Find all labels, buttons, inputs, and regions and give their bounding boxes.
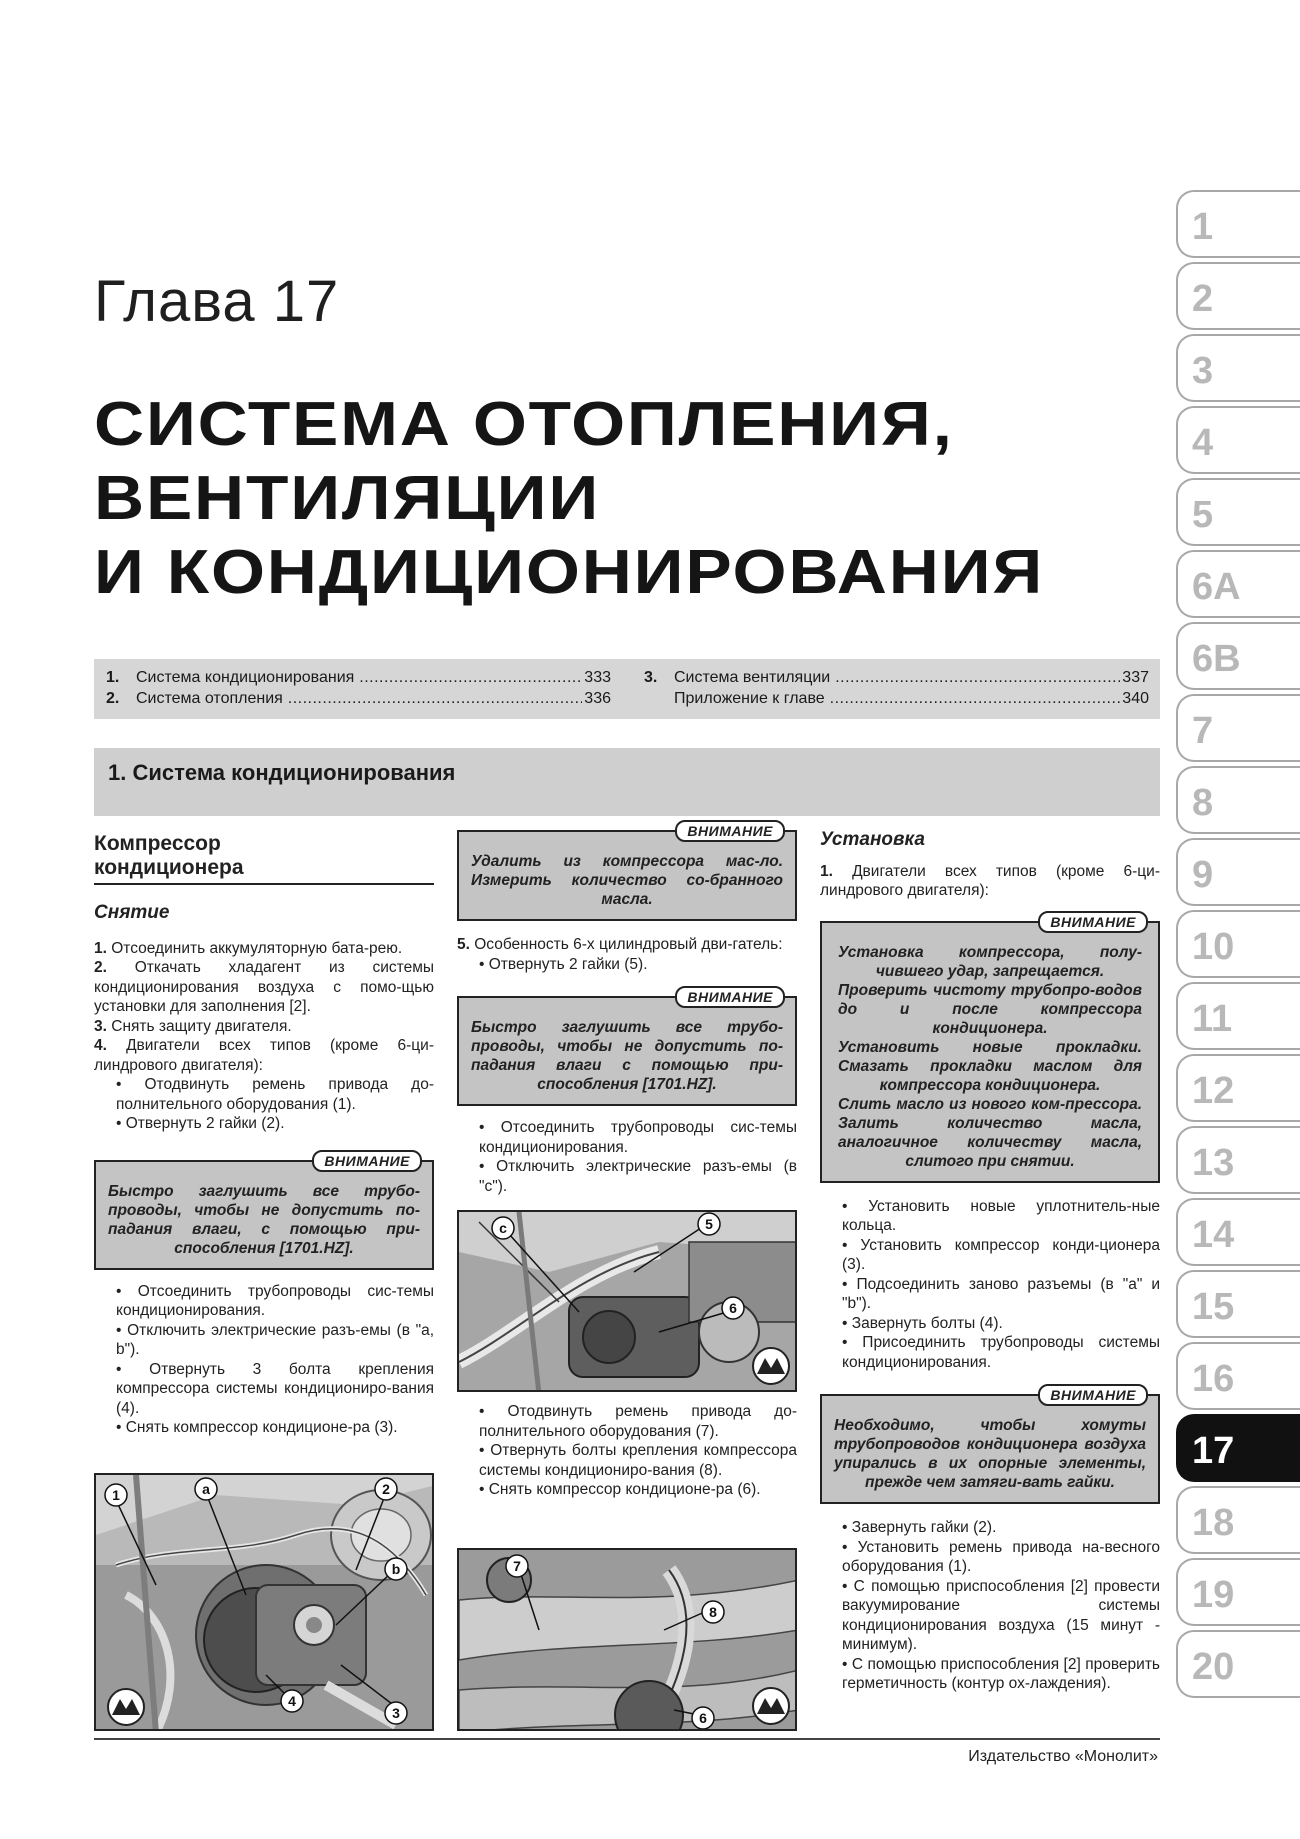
tab-chapter-12[interactable]: 12 <box>1176 1054 1300 1122</box>
figure-label: 1 <box>112 1487 120 1503</box>
step: 4. Двигатели всех типов (кроме 6-ци-линдрового двигателя): <box>94 1037 435 1074</box>
footer-divider <box>94 1738 1160 1740</box>
bullet: • Отсоединить трубопроводы сис-темы кондиционирования. <box>457 1118 797 1157</box>
warning-text: Проверить чистоту трубопро-водов до и после компрессора кондиционера. <box>838 981 1142 1037</box>
warning-box <box>820 1387 1160 1504</box>
step: 2. Откачать хладагент из системы кондиционирования воздуха с помо-щью установки для заполнения [2]. <box>94 959 434 1015</box>
monolith-logo <box>753 1688 789 1724</box>
tab-chapter-10[interactable]: 10 <box>1176 910 1300 978</box>
bullet: • Установить компрессор конди-ционера (3). <box>820 1236 1160 1275</box>
figure-label: a <box>202 1481 210 1497</box>
publisher-name: Издательство «Монолит» <box>968 1748 1158 1765</box>
bullet: • С помощью приспособления [2] проверить герметичность (контур ох-лаждения). <box>820 1655 1160 1694</box>
toc-num: 2. <box>106 690 120 707</box>
warning-tag: ВНИМАНИЕ <box>675 986 785 1008</box>
tab-chapter-16[interactable]: 16 <box>1176 1342 1300 1410</box>
warning-tag: ВНИМАНИЕ <box>1038 911 1148 933</box>
column-2 <box>457 823 797 1196</box>
warning-text: Установка компрессора, полу-чившего удар, запрещается. <box>838 943 1142 980</box>
toc-page: 333 <box>584 669 611 686</box>
step: 1. Двигатели всех типов (кроме 6-ци-линдрового двигателя): <box>820 862 1161 899</box>
bullet: • Отвернуть 3 болта крепления компрессора системы кондициониро-вания (4). <box>94 1360 434 1419</box>
title-line: И КОНДИЦИОНИРОВАНИЯ <box>94 538 1045 607</box>
tab-chapter-15[interactable]: 15 <box>1176 1270 1300 1338</box>
warning-text: Быстро заглушить все трубо-проводы, чтобы не допустить по-падания влаги с помощью при-способления [1701.HZ]. <box>471 1019 783 1093</box>
tab-chapter-14[interactable]: 14 <box>1176 1198 1300 1266</box>
section-header <box>94 748 1160 816</box>
warning-box <box>457 823 797 921</box>
toc-text: Приложение к главе ..... <box>674 689 1120 709</box>
engine-illustration <box>96 1475 434 1731</box>
figure-label: 4 <box>288 1693 296 1709</box>
toc-num: 1. <box>106 669 120 686</box>
column-1 <box>94 832 434 1438</box>
toc-num: 3. <box>644 669 658 686</box>
toc-page: 340 <box>1122 690 1149 707</box>
bullet: • Завернуть болты (4). <box>820 1314 1160 1334</box>
tab-chapter-3[interactable]: 3 <box>1176 334 1300 402</box>
subsection-heading: Компрессор <box>94 832 221 855</box>
bullet: • Завернуть гайки (2). <box>820 1518 1160 1538</box>
bullet: • Отвернуть 2 гайки (5). <box>457 955 797 975</box>
monolith-logo <box>753 1348 789 1384</box>
figure-label: c <box>499 1220 507 1236</box>
toc-text: Система отопления ..... <box>136 689 582 709</box>
toc-text: Система кондиционирования ..... <box>136 668 582 688</box>
figure-label: b <box>391 1561 401 1577</box>
figure-6cyl-compressor <box>457 1210 797 1392</box>
figure-label: 7 <box>513 1558 521 1574</box>
procedure-heading: Установка <box>820 829 925 850</box>
tab-chapter-13[interactable]: 13 <box>1176 1126 1300 1194</box>
step: 5. Особенность 6-х цилиндровый дви-гатель: <box>457 936 783 953</box>
warning-text: Удалить из компрессора мас-ло. Измерить количество со-бранного масла. <box>471 853 783 908</box>
tab-chapter-6a[interactable]: 6A <box>1176 550 1300 618</box>
column-3 <box>820 830 1160 1694</box>
warning-box <box>457 989 797 1106</box>
chapter-title <box>94 388 1054 610</box>
bullet: • Присоединить трубопроводы системы кондиционирования. <box>820 1333 1160 1372</box>
procedure-heading: Снятие <box>94 902 170 923</box>
section-title: 1. Система кондиционирования <box>108 760 456 785</box>
toc-entry[interactable] <box>644 689 1149 709</box>
tab-chapter-19[interactable]: 19 <box>1176 1558 1300 1626</box>
monolith-logo <box>108 1689 144 1725</box>
tab-chapter-2[interactable]: 2 <box>1176 262 1300 330</box>
step: 1. Отсоединить аккумуляторную бата-рею. <box>94 939 403 957</box>
step: 3. Снять защиту двигателя. <box>94 1017 292 1035</box>
bullet: • С помощью приспособления [2] провести вакуумирование системы кондиционирования воздуха (15 минут - минимум). <box>820 1577 1160 1655</box>
tab-chapter-4[interactable]: 4 <box>1176 406 1300 474</box>
bullet: • Подсоединить заново разъемы (в "а" и "b"). <box>820 1275 1160 1314</box>
warning-text: Слить масло из нового ком-прессора. Залить количество масла, аналогичное количеству масла, слитого при снятии. <box>838 1095 1142 1170</box>
table-of-contents <box>94 659 1160 719</box>
tab-chapter-6b[interactable]: 6B <box>1176 622 1300 690</box>
tab-chapter-17-active[interactable]: 17 <box>1176 1414 1300 1482</box>
figure-compressor <box>94 1473 434 1731</box>
bullet: • Отсоединить трубопроводы сис-темы кондиционирования. <box>94 1282 434 1321</box>
tab-chapter-18[interactable]: 18 <box>1176 1486 1300 1554</box>
bullet: • Отодвинуть ремень привода до-полнительного оборудования (7). <box>457 1402 797 1441</box>
tab-chapter-5[interactable]: 5 <box>1176 478 1300 546</box>
warning-tag: ВНИМАНИЕ <box>312 1150 422 1172</box>
warning-tag: ВНИМАНИЕ <box>1038 1384 1148 1406</box>
toc-entry[interactable] <box>644 668 1149 688</box>
toc-entry[interactable] <box>106 668 611 688</box>
figure-label: 2 <box>382 1481 390 1497</box>
tab-chapter-7[interactable]: 7 <box>1176 694 1300 762</box>
warning-text: Быстро заглушить все трубо-проводы, чтобы не допустить по-падания влаги, с помощью при-способления [1701.HZ]. <box>108 1182 420 1257</box>
figure-label: 6 <box>699 1710 707 1726</box>
tab-chapter-8[interactable]: 8 <box>1176 766 1300 834</box>
bullet: • Отключить электрические разъ-емы (в "а, b"). <box>94 1321 434 1360</box>
toc-page: 336 <box>584 690 611 707</box>
toc-entry[interactable] <box>106 689 611 709</box>
bullet: • Установить ремень привода на-весного оборудования (1). <box>820 1538 1160 1577</box>
bullet: • Снять компрессор кондиционе-ра (6). <box>457 1480 797 1500</box>
tab-chapter-11[interactable]: 11 <box>1176 982 1300 1050</box>
tab-chapter-9[interactable]: 9 <box>1176 838 1300 906</box>
figure-label: 3 <box>392 1705 400 1721</box>
warning-text: Необходимо, чтобы хомуты трубопроводов кондиционера воздуха упирались в их опорные элементы, прежде чем затяги-вать гайки. <box>834 1417 1146 1491</box>
chapter-number: Глава 17 <box>94 269 340 334</box>
title-line: СИСТЕМА ОТОПЛЕНИЯ, <box>94 390 954 459</box>
figure-compressor-bolts <box>457 1548 797 1731</box>
toc-page: 337 <box>1122 669 1149 686</box>
warning-text: Установить новые прокладки. Смазать прокладки маслом для компрессора кондиционера. <box>838 1038 1142 1094</box>
bullet: • Отодвинуть ремень привода до-полнительного оборудования (1). <box>94 1075 434 1114</box>
bullet: • Отключить электрические разъ-емы (в "с"). <box>457 1157 797 1196</box>
subsection-heading: кондиционера <box>94 856 434 885</box>
warning-box <box>820 913 1160 1183</box>
column-2-continued <box>457 1402 797 1500</box>
figure-label: 8 <box>709 1604 717 1620</box>
engine-illustration <box>459 1550 797 1731</box>
warning-box <box>94 1152 434 1270</box>
toc-text: Система вентиляции ..... <box>674 668 1120 688</box>
bullet: • Снять компрессор кондиционе-ра (3). <box>94 1418 434 1438</box>
tab-chapter-1[interactable]: 1 <box>1176 190 1300 258</box>
figure-label: 6 <box>729 1300 737 1316</box>
warning-tag: ВНИМАНИЕ <box>675 820 785 842</box>
bullet: • Установить новые уплотнитель-ные кольца. <box>820 1197 1160 1236</box>
bullet: • Отвернуть 2 гайки (2). <box>94 1114 434 1134</box>
figure-label: 5 <box>705 1216 713 1232</box>
title-line: ВЕНТИЛЯЦИИ <box>94 464 601 533</box>
engine-illustration <box>459 1212 797 1392</box>
tab-chapter-20[interactable]: 20 <box>1176 1630 1300 1698</box>
bullet: • Отвернуть болты крепления компрессора системы кондициониро-вания (8). <box>457 1441 797 1480</box>
